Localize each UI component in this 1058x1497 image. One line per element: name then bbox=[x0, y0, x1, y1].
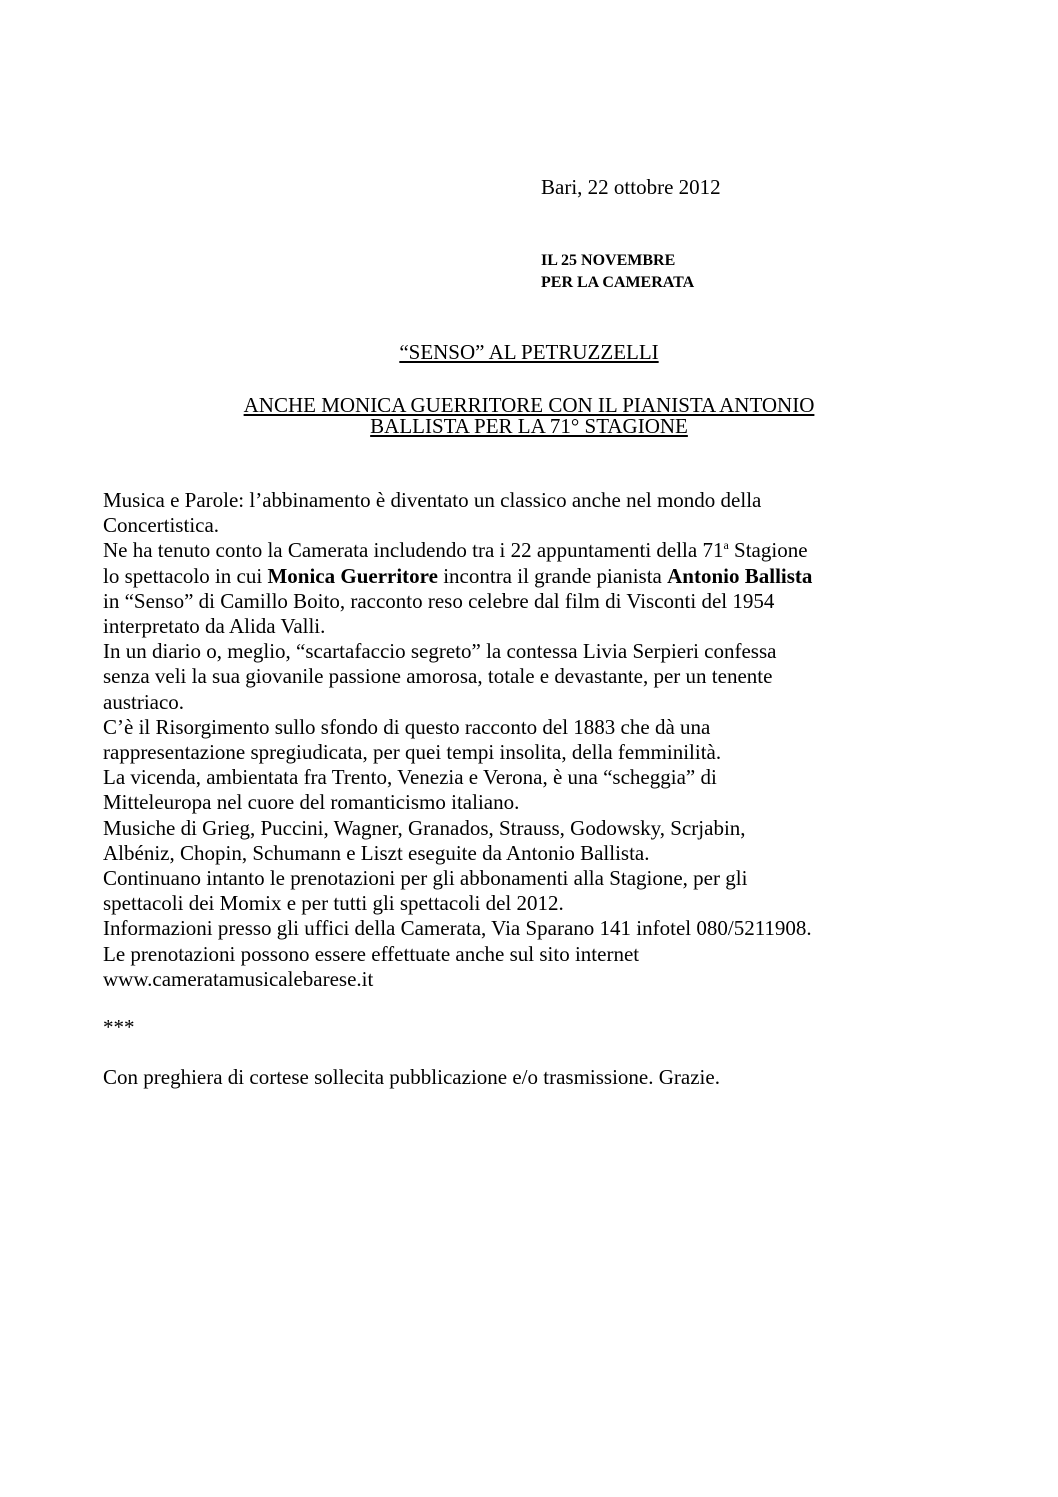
bold-name-guerritore: Monica Guerritore bbox=[267, 563, 438, 588]
body-line: Musica e Parole: l’abbinamento è diventato un classico anche nel mondo della bbox=[103, 488, 762, 512]
body-line-part: Stagione bbox=[728, 538, 808, 563]
body-line: Albéniz, Chopin, Schumann e Liszt eseguite da Antonio Ballista. bbox=[103, 840, 650, 865]
body-line: rappresentazione spregiudicata, per quei tempi insolita, della femminilità. bbox=[103, 740, 722, 765]
body-line bbox=[103, 538, 1003, 563]
body-line-part: lo spettacolo in cui bbox=[103, 563, 268, 588]
body-line: Le prenotazioni possono essere effettuate anche sul sito internet bbox=[103, 941, 640, 966]
closing-line: Con preghiera di cortese sollecita pubblicazione e/o trasmissione. Grazie. bbox=[103, 1065, 720, 1089]
headline-title: “SENSO” AL PETRUZZELLI bbox=[399, 340, 659, 364]
body-line: Musiche di Grieg, Puccini, Wagner, Granados, Strauss, Godowsky, Scrjabin, bbox=[103, 815, 746, 840]
kicker bbox=[541, 250, 694, 294]
body-line-part: incontra il grande pianista bbox=[437, 563, 668, 588]
body-line: In un diario o, meglio, “scartafaccio segreto” la contessa Livia Serpieri confessa bbox=[103, 639, 777, 664]
body-line: Continuano intanto le prenotazioni per gli abbonamenti alla Stagione, per gli bbox=[103, 866, 748, 891]
body-line: senza veli la sua giovanile passione amorosa, totale e devastante, per un tenente bbox=[103, 664, 773, 689]
body-line: Concertistica. bbox=[103, 513, 220, 538]
website-url: www.cameratamusicalebarese.it bbox=[103, 966, 374, 991]
body-line: La vicenda, ambientata fra Trento, Venezia e Verona, è una “scheggia” di bbox=[103, 765, 717, 790]
date-line: Bari, 22 ottobre 2012 bbox=[541, 175, 721, 199]
kicker-line-1: IL 25 NOVEMBRE bbox=[541, 252, 676, 269]
ordinal-superscript: a bbox=[723, 538, 729, 553]
body-line: Mitteleuropa nel cuore del romanticismo italiano. bbox=[103, 790, 520, 815]
body-line-part: Ne ha tenuto conto la Camerata includendo tra i 22 appuntamenti della 71 bbox=[103, 538, 724, 563]
body-line: in “Senso” di Camillo Boito, racconto reso celebre dal film di Visconti del 1954 bbox=[103, 588, 775, 613]
headline-subtitle-line-1: ANCHE MONICA GUERRITORE CON IL PIANISTA ANTONIO bbox=[243, 393, 815, 417]
body-text bbox=[103, 488, 1003, 992]
body-line: spettacoli dei Momix e per tutti gli spettacoli del 2012. bbox=[103, 891, 564, 916]
body-line bbox=[103, 564, 1003, 589]
headline-subtitle bbox=[0, 395, 1058, 437]
body-line: austriaco. bbox=[103, 689, 185, 714]
body-line: interpretato da Alida Valli. bbox=[103, 614, 326, 639]
kicker-line-2: PER LA CAMERATA bbox=[541, 274, 695, 291]
separator-asterisks: *** bbox=[103, 1015, 135, 1039]
body-line: C’è il Risorgimento sullo sfondo di questo racconto del 1883 che dà una bbox=[103, 714, 711, 739]
body-line: Informazioni presso gli uffici della Camerata, Via Sparano 141 infotel 080/5211908. bbox=[103, 916, 812, 941]
headline-subtitle-line-2: BALLISTA PER LA 71° STAGIONE bbox=[370, 414, 688, 438]
bold-name-ballista: Antonio Ballista bbox=[667, 563, 813, 588]
